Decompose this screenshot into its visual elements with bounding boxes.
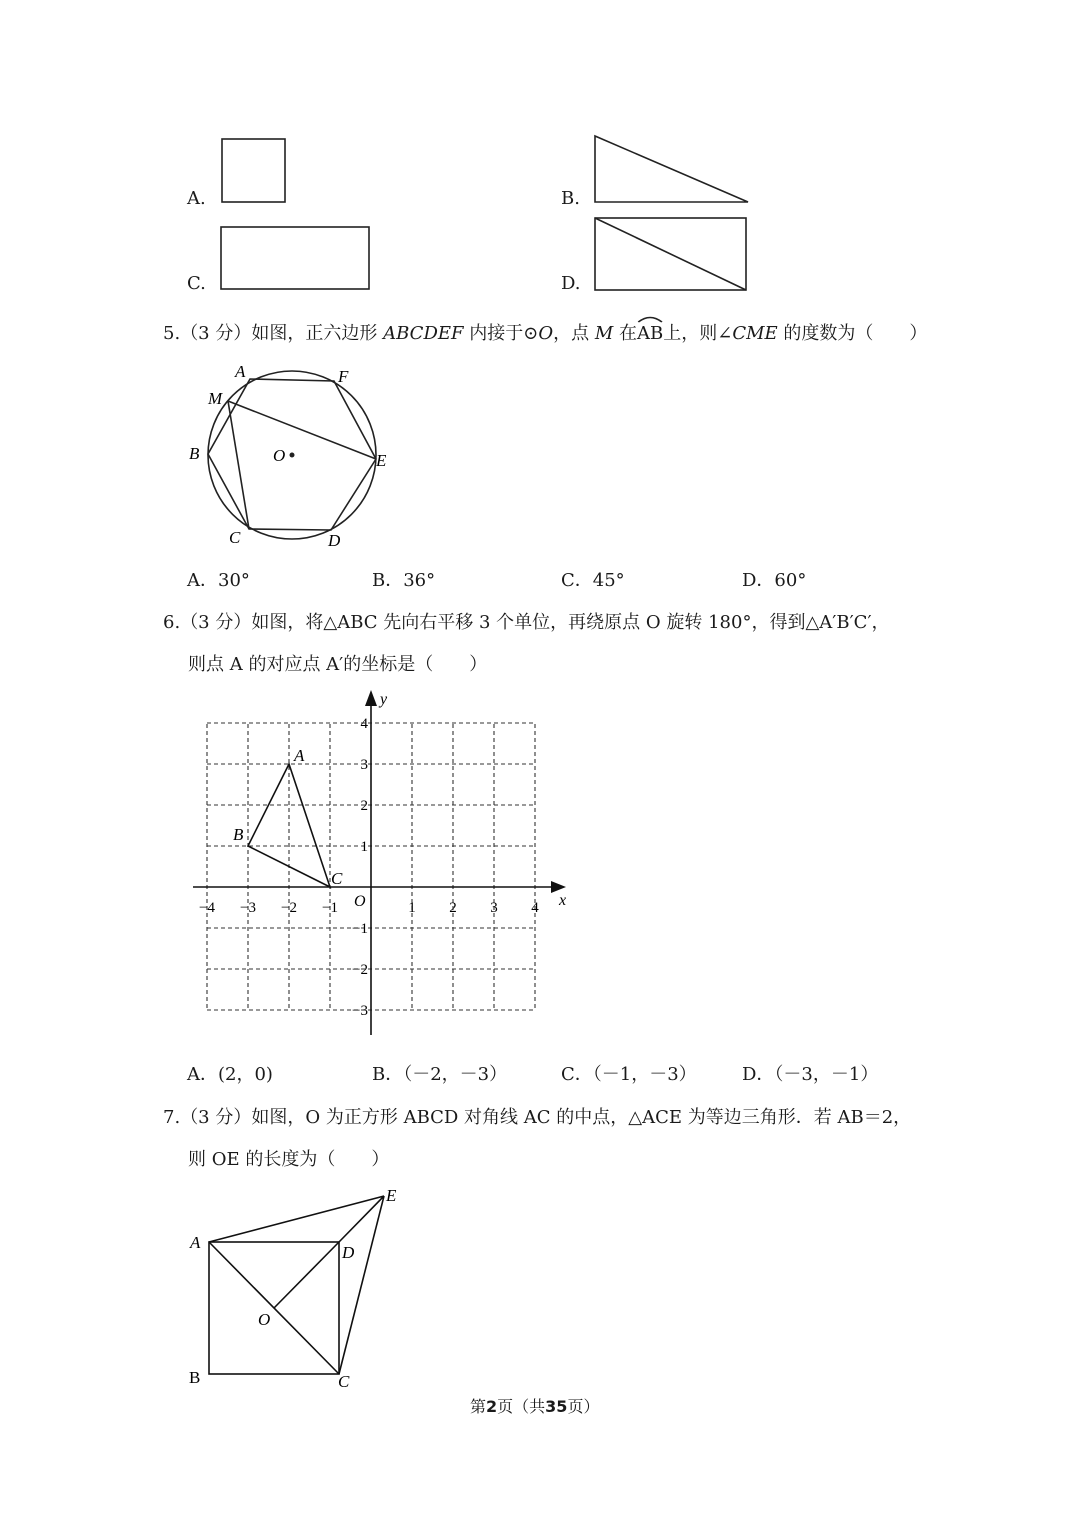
q7-segment-de xyxy=(339,1196,384,1242)
q5-label-c: C xyxy=(229,528,241,547)
q6-x-tick-label: 4 xyxy=(531,900,539,916)
q4-rectangle xyxy=(221,227,369,289)
footer-page-number: 2 xyxy=(486,1397,498,1416)
q4-option-b-label: B. xyxy=(561,188,580,209)
q5-answer-b: B．36° xyxy=(372,570,436,591)
q7-label-c: C xyxy=(338,1372,350,1391)
q7-label-d: D xyxy=(342,1243,355,1262)
q6-x-tick-label: −1 xyxy=(322,900,338,916)
q6-number: 6. xyxy=(163,612,181,633)
q7-label-e: E xyxy=(386,1186,397,1205)
q6-y-tick-label: 2 xyxy=(360,798,368,814)
q6-label-c: C xyxy=(331,869,343,888)
q6-x-tick-label: 3 xyxy=(490,900,498,916)
arc-icon xyxy=(637,313,663,323)
q5-label-f: F xyxy=(338,367,349,386)
q6-score: （3 分） xyxy=(180,612,252,633)
footer-suffix: 页） xyxy=(567,1397,600,1416)
q5-text: 的度数为（ ） xyxy=(783,323,928,344)
q6-axis-x-label: x xyxy=(559,892,567,909)
q6-answer-c: C．（－1，－3） xyxy=(561,1064,697,1085)
q5-figure xyxy=(180,360,400,555)
q5-text: 在 xyxy=(619,323,638,344)
q4-option-c-figure xyxy=(219,225,373,293)
q4-option-d-label: D. xyxy=(561,273,581,294)
q5-answer-a: A．30° xyxy=(187,570,250,591)
q5-label-d: D xyxy=(328,531,341,550)
q4-diagonal xyxy=(595,218,746,290)
q4-right-triangle xyxy=(595,136,748,202)
q4-option-b-figure xyxy=(592,134,752,206)
q5-score: （3 分） xyxy=(180,323,252,344)
q7-segment-ae xyxy=(209,1196,384,1242)
q5-angle-name: CME xyxy=(732,323,778,344)
q5-text: 内接于 xyxy=(469,323,524,344)
q7-label-o: O xyxy=(258,1310,271,1329)
q5-center-dot xyxy=(290,453,295,458)
q6-x-tick-label: 1 xyxy=(408,900,416,916)
q6-answer-d: D．（－3，－1） xyxy=(742,1064,879,1085)
q5-label-a: A xyxy=(235,362,246,381)
q4-option-a-label: A. xyxy=(187,188,206,209)
q6-label-b: B xyxy=(233,825,244,844)
q6-y-tick-label: 3 xyxy=(360,757,368,773)
q7-stem-line2: 则 OE 的长度为（ ） xyxy=(188,1149,390,1170)
q5-label-o: O xyxy=(273,446,286,465)
q6-answer-a: A．(2，0) xyxy=(187,1064,273,1085)
q5-number: 5. xyxy=(163,323,181,344)
q5-point-name: M xyxy=(594,323,614,344)
q6-y-tick-label: −3 xyxy=(352,1003,368,1019)
q6-origin-label: O xyxy=(354,893,366,910)
q5-circle-name: O xyxy=(538,323,554,344)
q6-x-tick-label: −2 xyxy=(281,900,297,916)
footer-mid: 页（共 xyxy=(497,1397,546,1416)
q5-segment-me xyxy=(228,401,376,459)
q7-segment-od xyxy=(274,1242,339,1308)
q6-coordinate-figure xyxy=(180,680,580,1045)
q6-y-tick-label: 4 xyxy=(360,716,368,732)
q5-stem xyxy=(163,319,927,345)
q7-number: 7. xyxy=(163,1107,181,1128)
q6-line1: 如图，将△ABC 先向右平移 3 个单位，再绕原点 O 旋转 180°，得到△A′B′C′， xyxy=(251,612,890,633)
q7-line1: 如图，O 为正方形 ABCD 对角线 AC 的中点，△ACE 为等边三角形．若 AB＝2， xyxy=(251,1107,912,1128)
q5-answer-c: C．45° xyxy=(561,570,625,591)
circle-symbol-icon: ⊙ xyxy=(523,323,539,344)
q4-square xyxy=(222,139,285,202)
footer-total-pages: 35 xyxy=(545,1397,568,1416)
q6-y-arrow-icon xyxy=(365,690,377,706)
q6-stem-line2: 则点 A 的对应点 A′的坐标是（ ） xyxy=(188,654,488,675)
q7-label-b: B xyxy=(189,1368,201,1387)
q5-label-e: E xyxy=(376,451,387,470)
q5-label-b: B xyxy=(189,444,200,463)
q6-y-tick-label: −1 xyxy=(352,921,368,937)
q5-arc-name: AB xyxy=(637,323,664,344)
q6-x-tick-label: 2 xyxy=(449,900,457,916)
q6-stem-line1 xyxy=(163,608,890,634)
q5-text: ，点 xyxy=(553,323,590,344)
q5-text: 上，则∠ xyxy=(663,323,733,344)
q5-hexagon-name: ABCDEF xyxy=(383,323,464,344)
q6-y-tick-label: −2 xyxy=(352,962,368,978)
q5-label-m: M xyxy=(208,389,223,408)
q6-y-tick-label: 1 xyxy=(360,839,368,855)
q6-x-tick-label: −4 xyxy=(199,900,215,916)
q6-label-a: A xyxy=(294,746,305,765)
q4-option-d-figure xyxy=(593,216,749,294)
q5-answer-d: D．60° xyxy=(742,570,807,591)
footer-prefix: 第 xyxy=(470,1397,487,1416)
q5-text: 如图，正六边形 xyxy=(251,323,378,344)
q6-x-tick-label: −3 xyxy=(240,900,256,916)
q4-option-a-figure xyxy=(220,137,290,207)
q6-axis-y-label: y xyxy=(380,691,388,708)
q5-arc xyxy=(637,323,663,344)
q7-segment-ce xyxy=(339,1196,384,1374)
q7-label-a: A xyxy=(190,1233,201,1252)
q7-stem-line1 xyxy=(163,1103,911,1129)
page-footer xyxy=(470,1394,599,1417)
q4-option-c-label: C. xyxy=(187,273,206,294)
q6-answer-b: B．（－2，－3） xyxy=(372,1064,508,1085)
q7-score: （3 分） xyxy=(180,1107,252,1128)
q7-figure xyxy=(180,1180,410,1395)
